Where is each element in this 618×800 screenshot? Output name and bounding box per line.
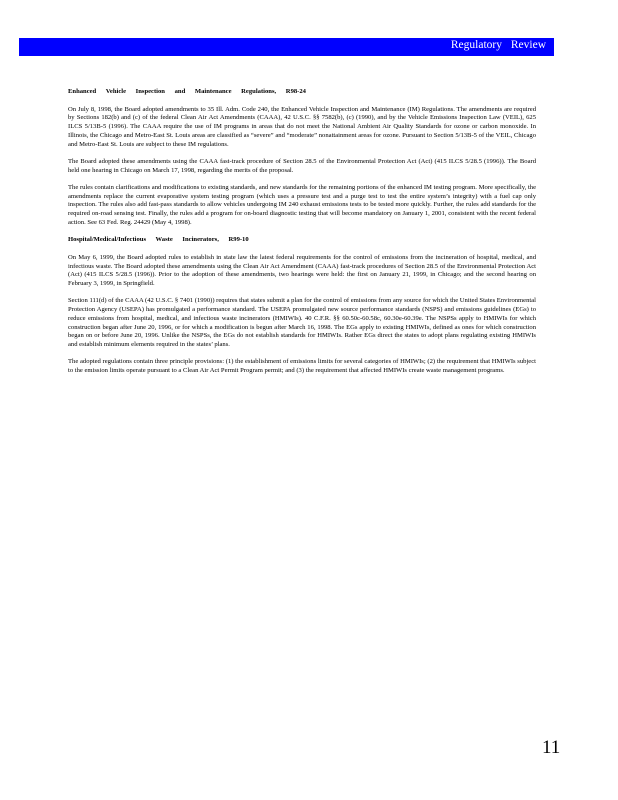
section-heading: Hospital/Medical/Infectious Waste Incinerators, R99-10 — [68, 236, 249, 244]
article-body — [68, 88, 536, 384]
header-bar — [19, 38, 554, 56]
section-waste-incinerators — [68, 236, 536, 376]
section-heading: Enhanced Vehicle Inspection and Maintenance Regulations, R98-24 — [68, 88, 306, 95]
paragraph: On July 8, 1998, the Board adopted amendments to 35 Ill. Adm. Code 240, the Enhanced Vehicle Inspection and Maintenance (IM) Regulations. The amendments are required by Sections 182(b) and (c) of the federal Clean Air Act Amendments (CAAA), 42 U.S.C. §§ 7582(b), (c) (1990), and by the Vehicle Emissions Inspection Law (VEIL), 625 ILCS 5/13B-5 (1996). The CAAA require the use of IM programs in areas that do not meet the National Ambient Air Quality Standards for ozone or carbon monoxide. In Illinois, the Chicago and Metro-East St. Louis areas are classified as “severe” and “moderate” nonattainment areas for ozone. Pursuant to Section 5/13B-5 of the VEIL, Chicago and Metro-East St. Louis are subject to these IM regulations. — [68, 105, 536, 148]
paragraph: Section 111(d) of the CAAA (42 U.S.C. § 7401 (1990)) requires that states submit a plan for the control of emissions from any source for which the United States Environmental Protection Agency (USEPA) has promulgated a performance standard. The USEPA promulgated new source performance standards (NSPS) and emissions guidelines (EGs) to reduce emissions from hospital, medical, and infectious waste incinerators (HMIWIs). 40 C.F.R. §§ 60.50c-60.58c, 60.30e-60.39e. The NSPSs apply to HMIWIs for which construction began after June 20, 1996, or for which a modification is begun after March 16, 1998. The EGs apply to existing HMIWIs, defined as ones for which construction began on or before June 20, 1996. Unlike the NSPSs, the EGs do not establish standards for HMIWIs. Rather EGs direct the states to adopt plans regulating existing HMIWIs and establish minimum elements required in the states’ plans. — [68, 297, 536, 348]
paragraph: On May 6, 1999, the Board adopted rules to establish in state law the latest federal requirements for the control of emissions from the incineration of hospital, medical, and infectious waste. The Board adopted these amendments using the Clean Air Act Amendment (CAAA) fast-track procedures of Section 28.5 of the Environmental Protection Act (Act) (415 ILCS 5/28.5 (1996)). Prior to the adoption of these amendments, two hearings were held: the first on January 21, 1999, in Chicago; and the second hearing on February 3, 1999, in Springfield. — [68, 253, 536, 288]
section-vehicle-inspection — [68, 88, 536, 228]
paragraph: The Board adopted these amendments using the CAAA fast-track procedure of Section 28.5 of the Environmental Protection Act (Act) (415 ILCS 5/28.5 (1996)). The Board held one hearing in Chicago on March 17, 1998, regarding the merits of the proposal. — [68, 157, 536, 174]
paragraph: The rules contain clarifications and modifications to existing standards, and new standards for the remaining portions of the enhanced IM testing program. More specifically, the amendments replace the current evaporative system testing program (which uses a pressure test and a purge test to test the entire system’s integrity) with a fuel cap only inspection. The rules also add fast-pass standards to allow vehicles undergoing IM 240 exhaust emissions tests to be tested more quickly. Further, the rules add standards for the required on-road sensing test. Finally, the rules add a program for on-board diagnostic testing that will become mandatory on January 1, 2001, consistent with the recent federal action. See 63 Fed. Reg. 24429 (May 4, 1998). — [68, 184, 536, 226]
page-number: 11 — [542, 737, 561, 758]
paragraph: The adopted regulations contain three principle provisions: (1) the establishment of emissions limits for several categories of HMIWIs; (2) the requirement that HMIWIs subject to the emission limits operate pursuant to a Clean Air Act Permit Program permit; and (3) the requirement that affected HMIWIs create waste management programs. — [68, 358, 536, 375]
publication-title: Regulatory Review — [450, 39, 546, 51]
